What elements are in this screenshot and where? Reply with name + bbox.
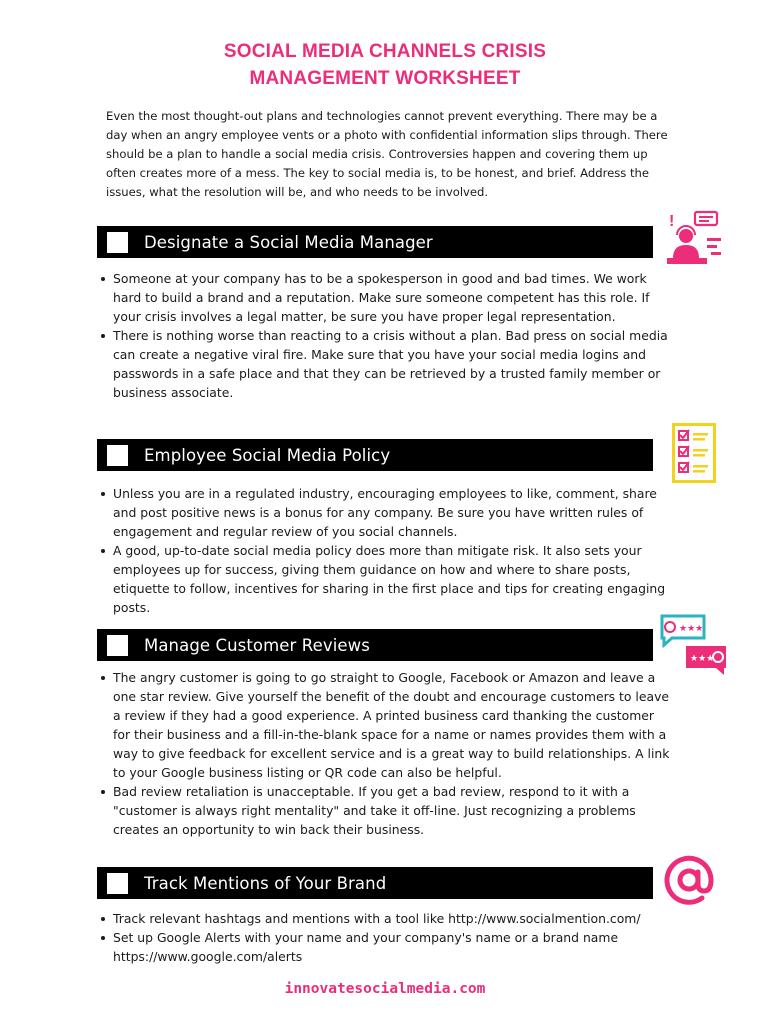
checkbox[interactable] bbox=[107, 232, 128, 253]
intro-paragraph: Even the most thought-out plans and technologies cannot prevent everything. There may be a day when an angry employee vents or a photo with confidential information slips through. There should be a plan to handle a social media crisis. Controversies happen and covering them up often creates more of a mess. The key to social media is, to be honest, and brief. Address the issues, what the resolution will be, and who needs to be involved. bbox=[106, 109, 668, 199]
checkbox[interactable] bbox=[107, 445, 128, 466]
section-header-employee-policy bbox=[97, 439, 653, 471]
section-bullets-track-mentions bbox=[98, 909, 673, 966]
section-bullets-social-media-manager bbox=[98, 269, 673, 402]
section-header-customer-reviews bbox=[97, 629, 653, 661]
section-bullets-employee-policy bbox=[98, 484, 673, 617]
at-sign-icon bbox=[663, 854, 715, 910]
section-heading: Manage Customer Reviews bbox=[144, 635, 370, 655]
worksheet-title bbox=[0, 38, 770, 92]
support-agent-icon bbox=[667, 208, 725, 272]
checkbox[interactable] bbox=[107, 873, 128, 894]
list-item: Track relevant hashtags and mentions with a tool like http://www.socialmention.com/ bbox=[98, 909, 673, 928]
section-heading: Track Mentions of Your Brand bbox=[144, 873, 387, 893]
list-item: Someone at your company has to be a spokesperson in good and bad times. We work hard to build a brand and a reputation. Make sure someone competent has this role. If your crisis involves a legal matter, be sure you have proper legal representation. bbox=[98, 269, 673, 326]
checkbox[interactable] bbox=[107, 635, 128, 656]
checklist-icon bbox=[672, 423, 716, 487]
svg-text:★★★: ★★★ bbox=[679, 624, 704, 634]
section-heading: Designate a Social Media Manager bbox=[144, 232, 433, 252]
svg-text:!: ! bbox=[669, 213, 675, 230]
list-item: A good, up-to-date social media policy does more than mitigate risk. It also sets your employees up for success, giving them guidance on how and where to share posts, etiquette to follow, incentives for sharing in the first place and tips for creating engaging posts. bbox=[98, 541, 673, 617]
title-line-2: MANAGEMENT WORKSHEET bbox=[249, 68, 521, 89]
svg-text:★★★: ★★★ bbox=[690, 654, 715, 664]
list-item: The angry customer is going to go straight to Google, Facebook or Amazon and leave a one star review. Give yourself the benefit of the doubt and encourage customers to leave a review if they had a good experience. A printed business card thanking the customer for their business and a fill-in-the-blank space for a name or names provides them with a way to give feedback for excellent service and is a great way to build relationships. A link to your Google business listing or QR code can also be helpful. bbox=[98, 668, 673, 782]
list-item: Bad review retaliation is unacceptable. If you get a bad review, respond to it with a "customer is always right mentality" and take it off-line. Just recognizing a problems creates an opportunity to win back their business. bbox=[98, 782, 673, 839]
footer-website: innovatesocialmedia.com bbox=[284, 981, 486, 997]
section-header-social-media-manager bbox=[97, 226, 653, 258]
section-heading: Employee Social Media Policy bbox=[144, 445, 391, 465]
section-bullets-customer-reviews bbox=[98, 668, 673, 839]
list-item: There is nothing worse than reacting to a crisis without a plan. Bad press on social media can create a negative viral fire. Make sure that you have your social media logins and passwords in a safe place and that they can be retrieved by a trusted family member or business associate. bbox=[98, 326, 673, 402]
list-item: Unless you are in a regulated industry, encouraging employees to like, comment, share and post positive news is a bonus for any company. Be sure you have written rules of engagement and regular review of you social channels. bbox=[98, 484, 673, 541]
list-item: Set up Google Alerts with your name and your company's name or a brand name https://www.google.com/alerts bbox=[98, 928, 673, 966]
title-line-1: SOCIAL MEDIA CHANNELS CRISIS bbox=[223, 41, 547, 62]
section-header-track-mentions bbox=[97, 867, 653, 899]
